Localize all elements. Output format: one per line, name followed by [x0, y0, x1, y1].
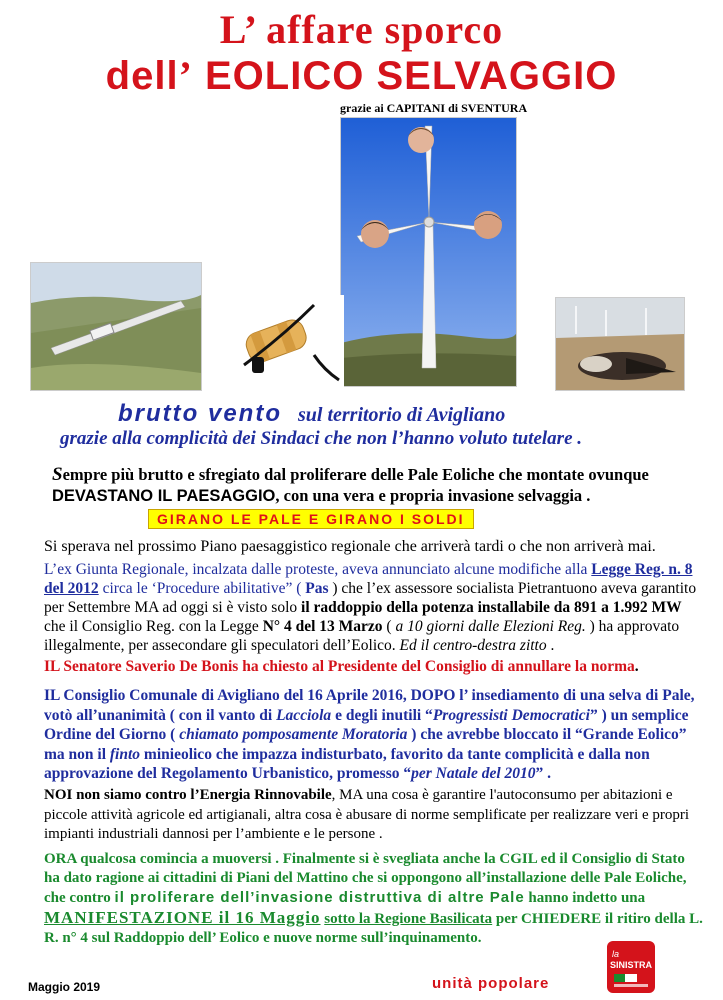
para4-text: IL Senatore Saverio De Bonis ha chiesto al Presidente del Consiglio di annullare la norma	[44, 658, 635, 675]
para4-end: .	[634, 658, 639, 675]
title-eolico: EOLICO SELVAGGIO	[192, 54, 618, 98]
para7-manifestazione: MANIFESTAZIONE il 16 Maggio	[44, 908, 321, 927]
para3-a: L’ex Giunta Regionale, incalzata dalle proteste, aveva annunciato alcune modifiche alla	[44, 561, 592, 578]
byline: grazie ai CAPITANI di SVENTURA	[340, 101, 528, 115]
para1-rest: , con una vera e propria invasione selvaggia .	[275, 486, 591, 505]
subtitle-rest: sul territorio di Avigliano	[297, 404, 506, 426]
face-top	[408, 127, 434, 153]
para1-devastano: DEVASTANO IL PAESAGGIO	[52, 487, 276, 505]
para7-g: per CHIEDERE il ritiro della L. R. n° 4 sul Raddoppio dell’ Eolico e nuove norme sull’inquinamento.	[44, 911, 703, 946]
para7-regione: sotto la Regione Basilicata	[324, 911, 493, 927]
para3-centrodestra: Ed il centro-destra zitto	[399, 637, 547, 654]
para5-a: IL Consiglio Comunale di Avigliano del 16 Aprile 2016, DOPO l’ insediamento di una selva di Pale, votò all’unanimità ( con il vanto di	[44, 687, 695, 724]
para7-proliferare: il proliferare dell’invasione distruttiva di altre Pale	[114, 889, 525, 906]
para5-k: ” .	[535, 765, 552, 782]
para5-g: ) che avrebbe bloccato il “Grande Eolico” ma non il	[44, 726, 687, 763]
para3-legge: Legge Reg. n. 8 del 2012	[44, 561, 693, 597]
title-line-1: L’ affare sporco	[219, 7, 504, 52]
para3-e: ) che l’ex assessore socialista Pietrantuono aveva garantito per Settembre MA ad oggi si è visto solo	[44, 580, 697, 616]
footer-date: Maggio 2019	[28, 980, 101, 994]
para5-moratoria: chiamato pomposamente Moratoria	[179, 726, 408, 743]
title-line-2	[0, 54, 723, 98]
money-plug-photo	[224, 295, 344, 390]
para3-raddoppio: il raddoppio della potenza installabile da 891 a 1.992 MW	[301, 599, 682, 616]
paragraph-senatore	[44, 658, 704, 676]
subtitle-line-2: grazie alla complicità dei Sindaci che non l’hanno voluto tutelare .	[60, 428, 582, 449]
para6-rest: , MA una cosa è garantire l'autoconsumo per abitazioni e piccole attività agricole ed artigianali, altra cosa è abusare di norme semplificate per realizzare veri e propri impianti industriali dannosi per l’ambiente e le persone .	[44, 787, 690, 842]
fallen-turbine-photo	[30, 262, 202, 391]
paragraph-giunta	[44, 560, 704, 655]
para7-c: hanno indetto una	[524, 890, 646, 906]
drop-cap: S	[52, 464, 63, 485]
para3-pas: Pas	[305, 580, 329, 597]
para3-elezioni: a 10 giorni dalle Elezioni Reg.	[395, 618, 586, 635]
para3-g: che il Consiglio Reg. con la Legge	[44, 618, 263, 635]
dead-bird-photo	[555, 297, 685, 391]
paragraph-ora	[44, 850, 704, 948]
paragraph-devastano	[52, 464, 692, 507]
para3-i: (	[382, 618, 396, 635]
paragraph-piano: Si sperava nel prossimo Piano paesaggistico regionale che arriverà tardi o che non arriverà mai.	[44, 538, 656, 555]
footer-party: unità popolare	[432, 975, 550, 992]
face-left	[361, 220, 389, 248]
wind-turbine-photo	[340, 117, 517, 387]
para3-c: circa le ‘Procedure abilitative” (	[98, 580, 306, 597]
para5-progressisti: Progressisti Democratici	[432, 706, 590, 724]
para5-finto: finto	[109, 745, 141, 763]
face-right	[474, 211, 502, 239]
para5-i: minieolico che impazza indisturbato, favorito da tante complicità e dalla non approvazione del Regolamento Urbanistico, promesso “	[44, 745, 650, 782]
para7-a: ORA qualcosa comincia a muoversi . Finalmente si è svegliata anche la CGIL ed il Consiglio di Stato ha dato ragione ai cittadini di Piani del Mattino che si oppongono all’installazione delle Pale Eoliche, che contro	[44, 851, 687, 906]
para3-legge4: N° 4 del 13 Marzo	[262, 618, 383, 635]
girano-banner: GIRANO LE PALE E GIRANO I SOLDI	[148, 509, 474, 529]
para1-a: empre più brutto e sfregiato dal proliferare delle Pale Eoliche che montate ovunque	[62, 465, 649, 484]
paragraph-consiglio	[44, 686, 704, 784]
title-dell: dell	[105, 54, 179, 98]
para3-m: .	[546, 637, 555, 654]
la-sinistra-logo	[606, 940, 656, 994]
para5-c: e degli inutili “	[331, 706, 433, 724]
para6-noi: NOI non siamo contro l’Energia Rinnovabile	[44, 787, 332, 803]
paragraph-noi	[44, 786, 704, 845]
subtitle-line-1	[118, 400, 505, 428]
logo-text-sinistra: SINISTRA	[610, 960, 653, 970]
logo-text-la: la	[612, 949, 620, 959]
para3-k: ) ha approvato illegalmente, per assecondare gli speculatori dell’Eolico.	[44, 618, 680, 654]
title-apostrophe: ’	[178, 53, 193, 98]
subtitle-brutto-vento: brutto vento	[118, 400, 282, 427]
para5-lacciola: Lacciola	[276, 706, 332, 724]
para5-e: ” ) un semplice Ordine del Giorno (	[44, 706, 689, 743]
para5-natale: per Natale del 2010	[411, 765, 536, 782]
